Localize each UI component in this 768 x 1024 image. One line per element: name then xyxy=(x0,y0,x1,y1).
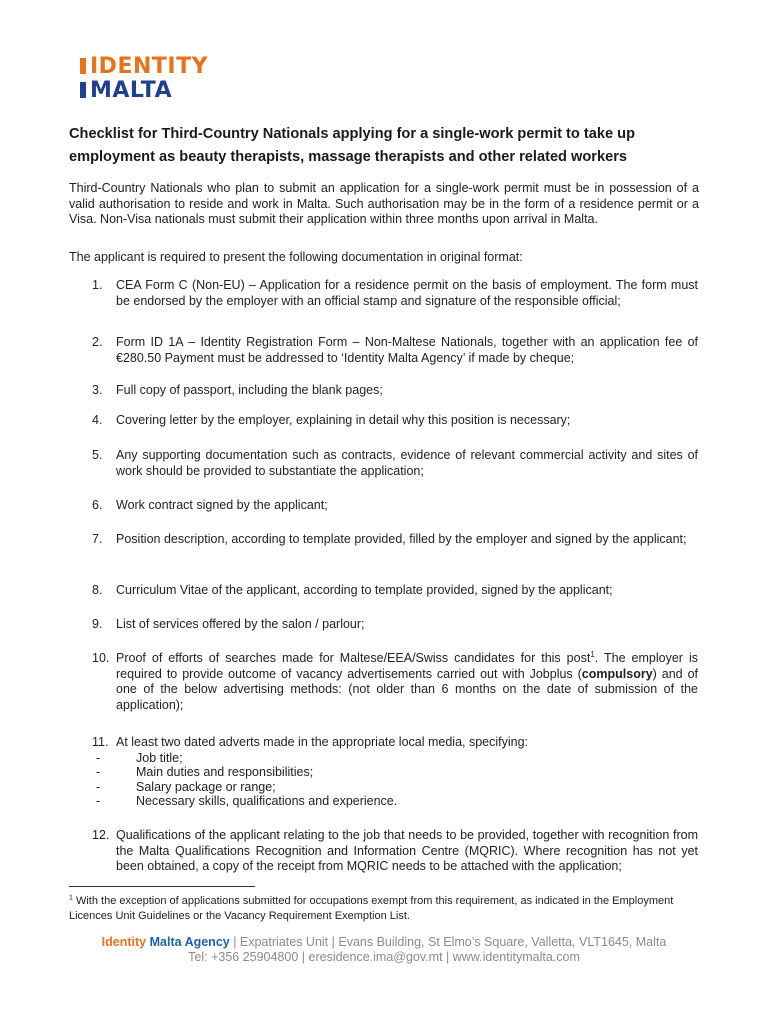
footer-address: | Expatriates Unit | Evans Building, St Elmo’s Square, Valletta, VLT1645, Malta xyxy=(229,935,667,949)
item-text xyxy=(116,651,698,713)
compulsory-emphasis: compulsory xyxy=(581,666,653,681)
footer-address-line xyxy=(0,935,768,950)
item-number: 6. xyxy=(92,498,103,512)
item-text: Full copy of passport, including the blank pages; xyxy=(116,383,383,397)
logo-bottom-row xyxy=(80,78,208,102)
list-item xyxy=(92,278,698,309)
footer-org-identity: Identity xyxy=(101,935,147,949)
sub-item-text: Salary package or range; xyxy=(136,779,276,794)
item-number: 1. xyxy=(92,278,103,292)
list-item xyxy=(92,498,698,514)
dash-bullet: - xyxy=(96,765,101,779)
requirements-lead: The applicant is required to present the following documentation in original format: xyxy=(69,250,523,264)
footer-contact-line: Tel: +356 25904800 | eresidence.ima@gov.mt | www.identitymalta.com xyxy=(188,950,580,964)
footnote xyxy=(69,894,709,923)
list-item xyxy=(92,335,698,366)
item-text: Curriculum Vitae of the applicant, according to template provided, signed by the applicant; xyxy=(116,583,613,597)
item-number: 4. xyxy=(92,413,103,427)
sub-list-item xyxy=(92,780,698,795)
sub-list-item xyxy=(92,765,698,780)
list-item xyxy=(92,383,698,399)
list-item xyxy=(92,532,698,548)
document-title: Checklist for Third-Country Nationals applying for a single-work permit to take up employment as beauty therapists, massage therapists and other related workers xyxy=(69,126,635,165)
advert-requirements-list xyxy=(92,751,698,809)
item-text-part: Proof of efforts of searches made for Maltese/EEA/Swiss candidates for this post xyxy=(116,651,591,665)
item-text-part: . The employer is required to provide outcome of vacancy advertisements carried out with Jobplus ( xyxy=(116,651,698,681)
logo-bar-orange xyxy=(80,58,86,74)
footer-org-malta-agency: Malta Agency xyxy=(149,935,230,949)
dash-bullet: - xyxy=(96,779,101,794)
intro-paragraph: Third-Country Nationals who plan to submit an application for a single-work permit must be in possession of a valid authorisation to reside and work in Malta. Such authorisation may be in the form of a residence permit or a Visa. Non-Visa nationals must submit their application within three months upon arrival in Malta. xyxy=(69,181,699,226)
item-text: Any supporting documentation such as contracts, evidence of relevant commercial activity and sites of work should be provided to substantiate the application; xyxy=(116,448,698,478)
item-number: 9. xyxy=(92,617,103,631)
list-item xyxy=(92,583,698,599)
sub-list-item xyxy=(92,751,698,766)
list-item xyxy=(92,651,698,713)
footnote-divider xyxy=(69,886,255,887)
logo-text-malta: MALTA xyxy=(90,77,173,103)
list-item xyxy=(92,448,698,479)
list-item xyxy=(92,828,698,875)
dash-bullet: - xyxy=(96,750,101,765)
sub-item-text: Necessary skills, qualifications and experience. xyxy=(136,794,398,808)
dash-bullet: - xyxy=(96,794,101,808)
item-number: 7. xyxy=(92,532,103,546)
item-text: Covering letter by the employer, explaining in detail why this position is necessary; xyxy=(116,413,571,427)
item-text: List of services offered by the salon / parlour; xyxy=(116,617,365,631)
identity-malta-logo xyxy=(80,54,208,102)
sub-list-item xyxy=(92,794,698,809)
item-text: Qualifications of the applicant relating to the job that needs to be provided, together with recognition from the Malta Qualifications Recognition and Information Centre (MQRIC). Where recognition has not yet been obtained, a copy of the receipt from MQRIC needs to be attached with the application; xyxy=(116,828,698,873)
item-number: 3. xyxy=(92,383,103,397)
item-text: Work contract signed by the applicant; xyxy=(116,498,328,512)
item-number: 12. xyxy=(92,828,110,842)
item-number: 2. xyxy=(92,335,103,349)
sub-item-text: Job title; xyxy=(136,750,183,765)
item-text: CEA Form C (Non-EU) – Application for a residence permit on the basis of employment. The form must be endorsed by the employer with an official stamp and signature of the responsible official; xyxy=(116,278,698,308)
footnote-text: With the exception of applications submitted for occupations exempt from this requirement, as indicated in the Employment Licences Unit Guidelines or the Vacancy Requirement Exemption List. xyxy=(69,895,674,922)
footnote-marker: 1 xyxy=(69,894,73,902)
item-number: 5. xyxy=(92,448,103,462)
list-item xyxy=(92,617,698,633)
item-number: 11. xyxy=(92,735,109,749)
footnote-ref: 1 xyxy=(590,649,595,659)
item-text: Position description, according to template provided, filled by the employer and signed by the applicant; xyxy=(116,532,687,546)
list-item xyxy=(92,413,698,429)
sub-item-text: Main duties and responsibilities; xyxy=(136,765,314,779)
item-text: At least two dated adverts made in the appropriate local media, specifying: xyxy=(116,735,529,749)
logo-top-row xyxy=(80,54,208,78)
logo-bar-blue xyxy=(80,82,86,98)
logo-text-identity: IDENTITY xyxy=(90,53,209,79)
item-number: 10. xyxy=(92,651,110,665)
item-text-part: ) and of one of the below advertising methods: (not older than 6 months on the date of submission of the application); xyxy=(116,666,699,712)
item-number: 8. xyxy=(92,583,103,597)
item-text: Form ID 1A – Identity Registration Form – Non-Maltese Nationals, together with an application fee of €280.50 Payment must be addressed to ‘Identity Malta Agency’ if made by cheque; xyxy=(116,335,698,365)
list-item xyxy=(92,735,698,809)
